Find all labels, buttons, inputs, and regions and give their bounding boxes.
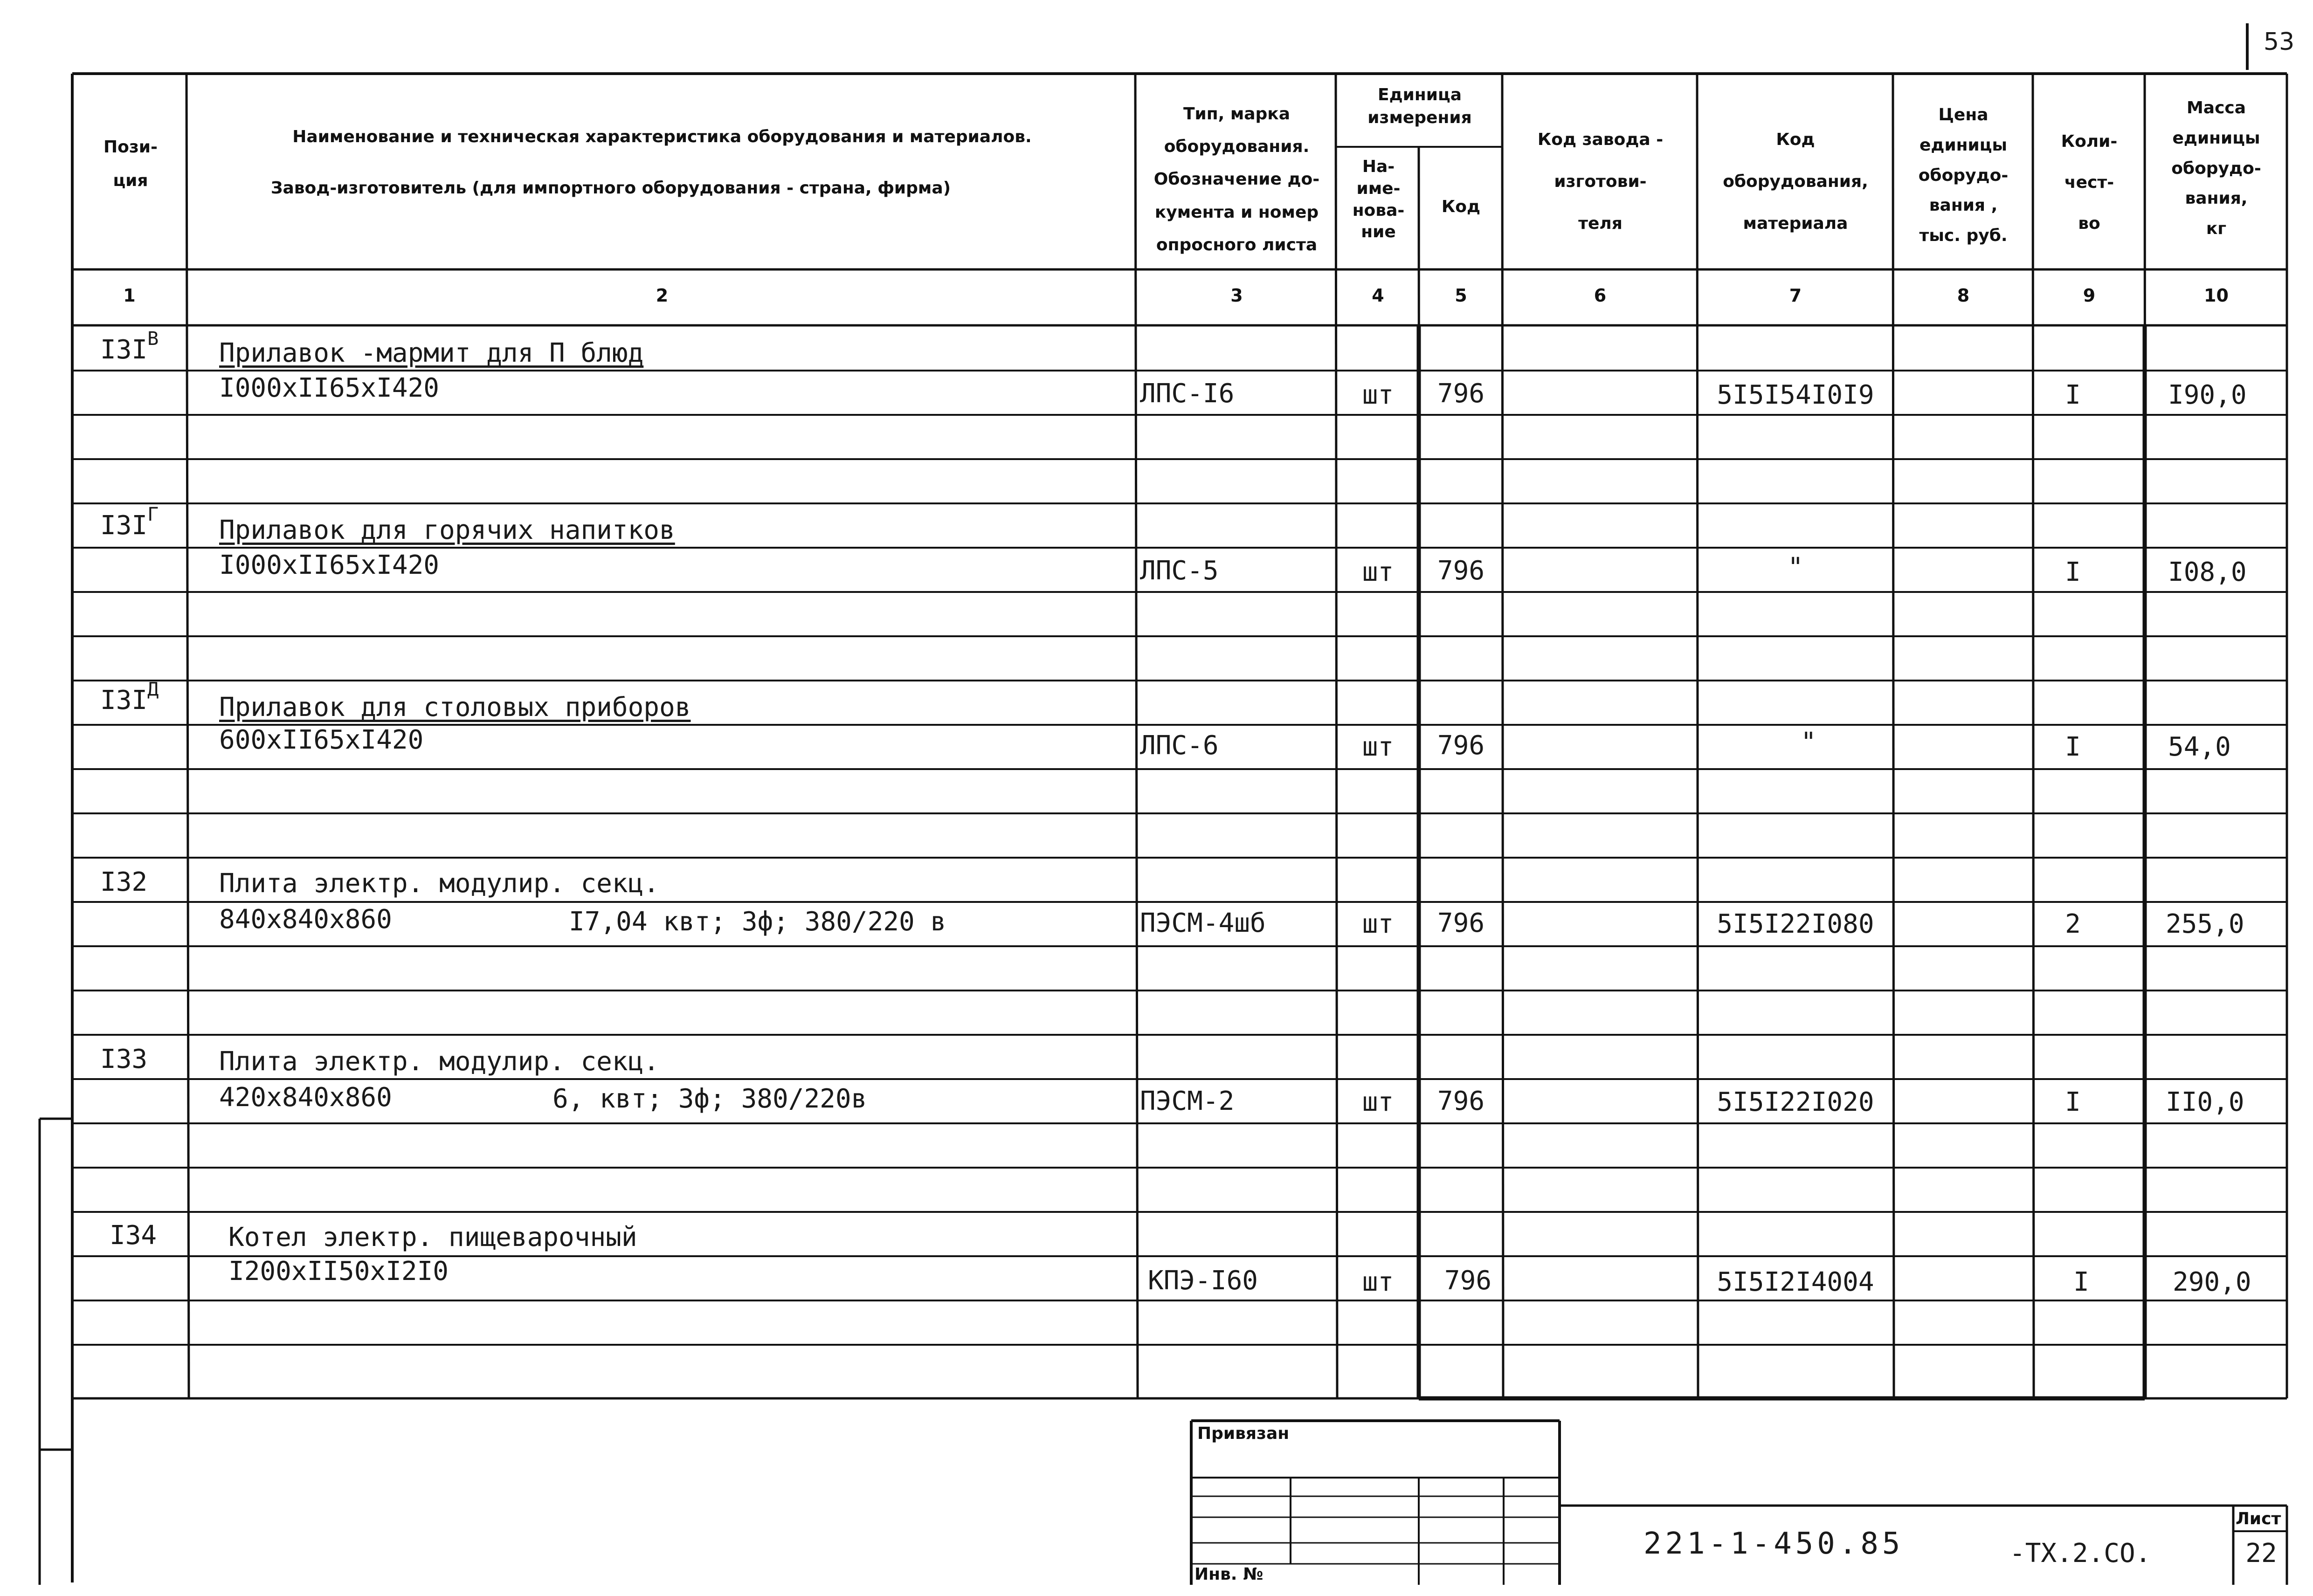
row-position <box>100 1044 147 1074</box>
column-number: 2 <box>656 285 669 306</box>
document-code: 221-1-450.85 <box>1643 1527 1904 1561</box>
sheet-number: 22 <box>2245 1538 2277 1568</box>
row-position <box>100 679 159 715</box>
item-name: Котел электр. пищеварочный <box>228 1222 637 1252</box>
position-suffix: Д <box>147 679 159 700</box>
item-unit: шт <box>1362 732 1394 762</box>
item-unit-code: 796 <box>1437 378 1485 409</box>
item-quantity: 2 <box>2065 909 2081 939</box>
header-type: Тип, марка оборудования. Обозначение до- кумента и номер опросного листа <box>1153 104 1320 255</box>
item-mass: I08,0 <box>2168 557 2247 587</box>
item-mass: 255,0 <box>2166 909 2244 939</box>
item-equipment-code: " <box>1801 727 1816 757</box>
row-position <box>110 1220 157 1251</box>
item-name: Прилавок для горячих напитков <box>219 515 675 545</box>
column-number: 8 <box>1957 285 1970 306</box>
item-type: ЛПС-5 <box>1140 556 1219 586</box>
item-quantity: I <box>2065 557 2081 587</box>
position-number: I32 <box>100 867 148 897</box>
item-name: Прилавок -мармит для П блюд <box>219 338 644 368</box>
item-name: Плита электр. модулир. секц. <box>219 868 660 899</box>
column-number: 9 <box>2083 285 2096 306</box>
item-mass: 54,0 <box>2168 732 2231 762</box>
item-quantity: I <box>2065 732 2081 762</box>
row-position <box>100 328 159 365</box>
item-unit: шт <box>1362 909 1394 939</box>
position-number: I34 <box>110 1220 157 1251</box>
item-quantity: I <box>2073 1267 2089 1297</box>
item-type: ЛПС-I6 <box>1140 378 1235 409</box>
item-name: Прилавок для столовых приборов <box>219 692 691 722</box>
header-unit-name: На- име- нова- ние <box>1352 157 1405 242</box>
item-mass: I90,0 <box>2168 380 2247 410</box>
header-position: Пози- ция <box>104 138 158 190</box>
item-type: ПЭСМ-4шб <box>1140 908 1266 938</box>
column-number: 5 <box>1455 285 1467 306</box>
sheet-label: Лист <box>2236 1509 2281 1528</box>
header-unit-code: Код <box>1441 197 1481 216</box>
position-suffix: В <box>147 328 159 350</box>
item-unit-code: 796 <box>1437 1086 1485 1116</box>
item-spec: 6, квт; 3ф; 380/220в <box>552 1084 867 1114</box>
item-unit-code: 796 <box>1437 730 1485 761</box>
item-mass: 290,0 <box>2173 1267 2251 1297</box>
item-dimensions: I000xII65xI420 <box>219 550 440 580</box>
header-unit-group: Единица измерения <box>1367 85 1472 127</box>
item-quantity: I <box>2065 380 2081 410</box>
column-number: 4 <box>1372 285 1384 306</box>
column-number: 7 <box>1789 285 1802 306</box>
item-equipment-code: 5I5I22I080 <box>1717 909 1874 939</box>
column-number: 1 <box>123 285 136 306</box>
item-dimensions: 840x840x860 <box>219 904 392 935</box>
item-unit: шт <box>1362 1267 1394 1297</box>
item-equipment-code: 5I5I2I4004 <box>1717 1267 1874 1297</box>
stamp-inventory-number: Инв. № <box>1194 1565 1264 1584</box>
header-equipment-code: Код оборудования, материала <box>1723 130 1868 233</box>
item-equipment-code: 5I5I22I020 <box>1717 1087 1874 1117</box>
header-name-line1: Наименование и техническая характеристика оборудования и материалов. <box>292 127 1032 146</box>
document-suffix: -ТХ.2.СО. <box>2009 1538 2151 1568</box>
item-spec: I7,04 квт; 3ф; 380/220 в <box>569 907 946 937</box>
column-number: 6 <box>1594 285 1607 306</box>
item-quantity: I <box>2065 1087 2081 1117</box>
item-unit-code: 796 <box>1437 556 1485 586</box>
header-price: Цена единицы оборудо- вания , тыс. руб. <box>1918 105 2009 246</box>
position-number: I33 <box>100 1044 148 1074</box>
item-dimensions: I200xII50xI2I0 <box>228 1256 449 1286</box>
item-equipment-code: " <box>1788 552 1803 583</box>
stamp-privyazan: Привязан <box>1197 1424 1290 1443</box>
position-number: I3I <box>100 335 148 365</box>
item-unit: шт <box>1362 557 1394 587</box>
item-unit-code: 796 <box>1444 1266 1492 1296</box>
item-unit: шт <box>1362 1087 1394 1117</box>
item-dimensions: 600xII65xI420 <box>219 725 424 755</box>
row-position <box>100 504 159 541</box>
item-dimensions: I000xII65xI420 <box>219 373 440 403</box>
item-mass: II0,0 <box>2166 1087 2244 1117</box>
item-type: ПЭСМ-2 <box>1140 1086 1235 1116</box>
position-number: I3I <box>100 685 148 715</box>
position-number: I3I <box>100 510 148 541</box>
column-number: 3 <box>1230 285 1243 306</box>
item-name: Плита электр. модулир. секц. <box>219 1046 660 1077</box>
row-position <box>100 867 147 897</box>
column-number: 10 <box>2204 285 2229 306</box>
page-number: 53 <box>2264 28 2295 56</box>
position-suffix: Г <box>147 504 159 525</box>
item-dimensions: 420x840x860 <box>219 1082 392 1113</box>
item-unit: шт <box>1362 380 1394 410</box>
header-quantity: Коли- чест- во <box>2061 132 2118 234</box>
header-plant-code: Код завода - изготови- теля <box>1537 130 1664 233</box>
item-equipment-code: 5I5I54I0I9 <box>1717 380 1874 410</box>
item-type: КПЭ-I60 <box>1148 1266 1258 1296</box>
header-name-line2: Завод-изготовитель (для импортного оборудования - страна, фирма) <box>270 179 951 198</box>
item-type: ЛПС-6 <box>1140 730 1219 761</box>
item-unit-code: 796 <box>1437 908 1485 938</box>
header-mass: Масса единицы оборудо- вания, кг <box>2171 98 2261 239</box>
